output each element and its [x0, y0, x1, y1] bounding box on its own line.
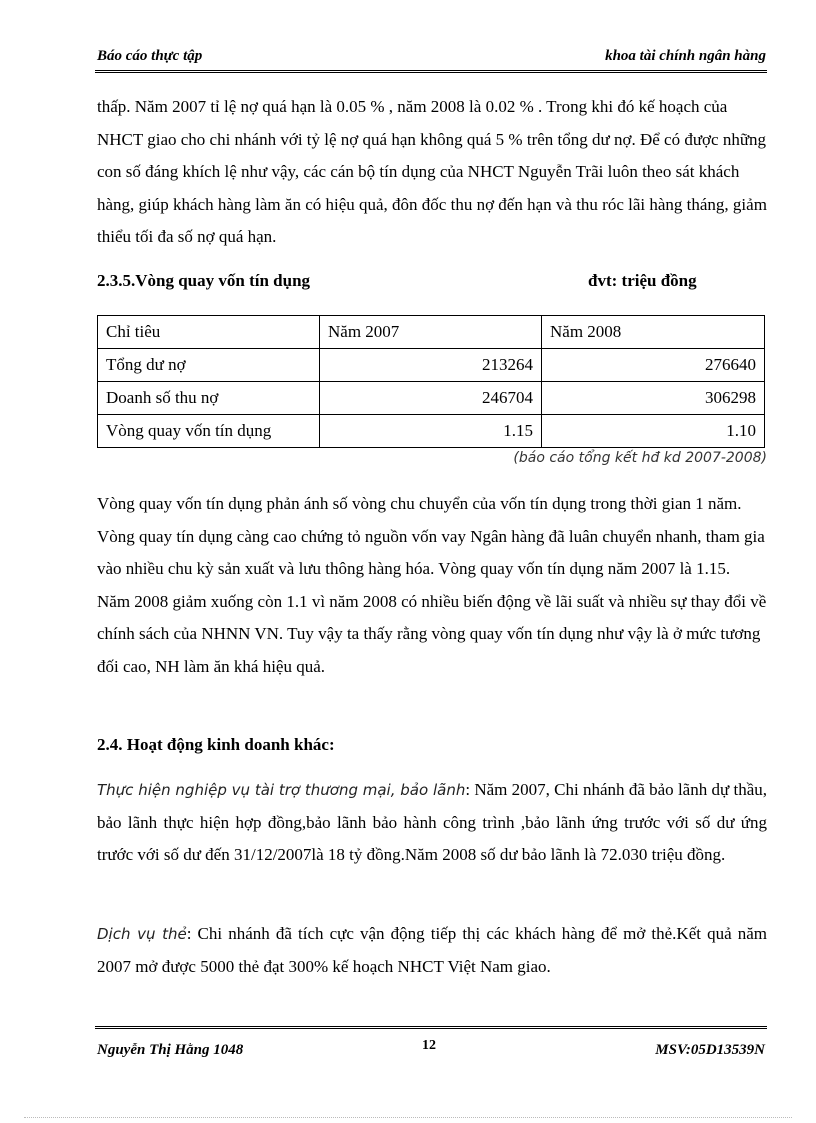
card-service-paragraph [97, 918, 767, 983]
card-service-text: : Chi nhánh đã tích cực vận động tiếp thị các khách hàng để mở thẻ.Kết quả năm 2007 mở được 5000 thẻ đạt 300% kế hoạch NHCT Việt Nam giao. [97, 924, 767, 976]
credit-turnover-table [97, 315, 765, 448]
page-number: 12 [422, 1038, 436, 1053]
table-source-note: (báo cáo tổng kết hđ kd 2007-2008) [513, 450, 767, 466]
analysis-paragraph: Vòng quay vốn tín dụng phản ánh số vòng chu chuyển của vốn tín dụng trong thời gian 1 năm. Vòng quay tín dụng càng cao chứng tỏ nguồn vốn vay Ngân hàng đã luân chuyển nhanh, tham gia vào nhiều chu kỳ sản xuất và lưu thông hàng hóa. Vòng quay vốn tín dụng năm 2007 là 1.15. Năm 2008 giảm xuống còn 1.1 vì năm 2008 có nhiều biến động về lãi suất và nhiều sự thay đổi về chính sách của NHNN VN. Tuy vậy ta thấy rằng vòng quay vốn tín dụng như vậy là ở mức tương đối cao, NH làm ăn khá hiệu quả. [97, 494, 767, 676]
page-bottom-border [24, 1117, 792, 1118]
header-divider [95, 70, 767, 73]
table-cell: 213264 [320, 349, 542, 382]
table-cell: Tổng dư nợ [98, 349, 320, 382]
table-cell: 1.15 [320, 415, 542, 448]
card-service-label: Dịch vụ thẻ [97, 925, 187, 943]
table-header-cell: Năm 2008 [542, 316, 765, 349]
trade-finance-paragraph [97, 774, 767, 872]
footer-student-id: MSV:05D13539N [655, 1042, 765, 1058]
section-2-4-heading: 2.4. Hoạt động kinh doanh khác: [97, 735, 335, 754]
footer-author: Nguyễn Thị Hằng 1048 [97, 1042, 244, 1058]
table-header-cell: Năm 2007 [320, 316, 542, 349]
trade-finance-label: Thực hiện nghiệp vụ tài trợ thương mại, bảo lãnh [97, 781, 466, 799]
table-row [98, 415, 765, 448]
table-cell: Vòng quay vốn tín dụng [98, 415, 320, 448]
table-cell: 1.10 [542, 415, 765, 448]
table-header-cell: Chỉ tiêu [98, 316, 320, 349]
table-row [98, 349, 765, 382]
intro-paragraph: thấp. Năm 2007 tỉ lệ nợ quá hạn là 0.05 % , năm 2008 là 0.02 % . Trong khi đó kế hoạch của NHCT giao cho chi nhánh với tỷ lệ nợ quá hạn không quá 5 % trên tổng dư nợ. Để có được những con số đáng khích lệ như vậy, các cán bộ tín dụng của NHCT Nguyễn Trãi luôn theo sát khách hàng, giúp khách hàng làm ăn có hiệu quả, đôn đốc thu nợ đến hạn và thu róc lãi hàng tháng, giảm thiểu tối đa số nợ quá hạn. [97, 97, 767, 246]
section-2-3-5-heading: 2.3.5.Vòng quay vốn tín dụng [97, 271, 311, 290]
table-header-row [98, 316, 765, 349]
table-row [98, 382, 765, 415]
header-faculty: khoa tài chính ngân hàng [605, 48, 766, 64]
unit-label: đvt: triệu đồng [588, 271, 697, 290]
trade-finance-text: : Năm 2007, Chi nhánh đã bảo lãnh dự thầu, bảo lãnh thực hiện hợp đồng,bảo lãnh bảo hành công trình ,bảo lãnh ứng trước với số dư ứng trước với số dư đến 31/12/2007là 18 tỷ đồng.Năm 2008 số dư bảo lãnh là 72.030 triệu đồng. [97, 780, 767, 864]
table-cell: Doanh số thu nợ [98, 382, 320, 415]
table-cell: 246704 [320, 382, 542, 415]
footer-divider [95, 1026, 767, 1029]
table-cell: 276640 [542, 349, 765, 382]
page-header [97, 48, 766, 65]
table-cell: 306298 [542, 382, 765, 415]
header-report-title: Báo cáo thực tập [97, 48, 203, 64]
